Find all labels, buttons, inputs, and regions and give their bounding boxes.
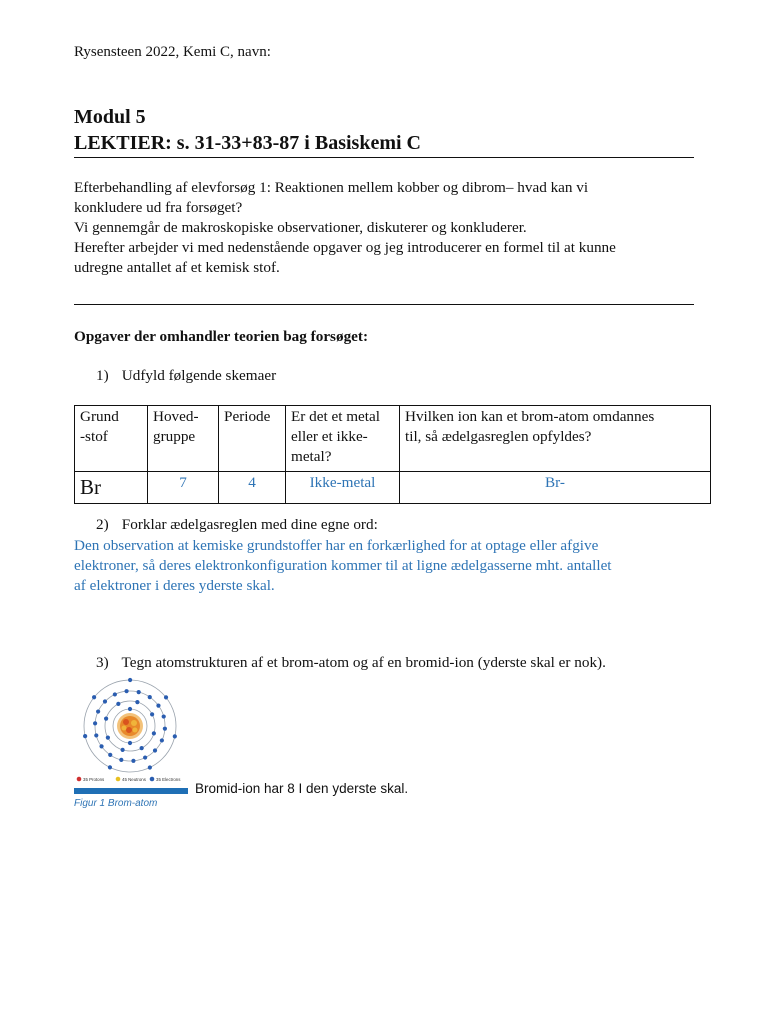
electron [83,734,87,738]
electron [106,736,110,740]
electron [93,721,97,725]
electron [135,700,139,704]
bromine-atom-figure [74,676,188,796]
legend-neutrons: 45 Neutrons [122,777,146,782]
tasks-subheading: Opgaver der omhandler teorien bag forsøget: [74,328,369,345]
electron [163,727,167,731]
table-row [75,472,711,504]
section-divider [74,304,694,305]
cell-ion: Br- [400,472,711,504]
intro-line: Efterbehandling af elevforsøg 1: Reaktionen mellem kobber og dibrom– hvad kan vi [74,179,589,196]
atom-legend [77,777,182,782]
electron [96,709,100,713]
electron [108,765,112,769]
electron [128,741,132,745]
electron [128,678,132,682]
intro-line: konkludere ud fra forsøget? [74,199,243,216]
module-title: Modul 5 [74,106,146,128]
answer-2 [74,536,704,596]
atom-diagram [74,676,188,796]
electron [156,704,160,708]
electron [164,695,168,699]
electron [160,738,164,742]
electron [148,695,152,699]
cell-periode: 4 [219,472,286,504]
electron [119,758,123,762]
electron [113,692,117,696]
electron [162,714,166,718]
electron [137,690,141,694]
electron [92,695,96,699]
intro-line: udregne antallet af et kemisk stof. [74,259,280,276]
bromid-ion-note: Bromid-ion har 8 I den yderste skal. [195,781,409,796]
element-table [74,405,711,504]
question-2 [96,516,378,534]
title-underline [74,157,694,158]
electron [152,731,156,735]
question-text: Tegn atomstrukturen af et brom-atom og af en bromid-ion (yderste skal er nok). [121,654,606,671]
homework-title: LEKTIER: s. 31-33+83-87 i Basiskemi C [74,132,421,154]
header-periode: Periode [219,406,286,472]
figure-footer-bar [74,788,188,794]
header-metal: Er det et metal eller et ikke- metal? [286,406,400,472]
intro-paragraph [74,178,704,278]
answer-line: Den observation at kemiske grundstoffer har en forkærlighed for at optage eller afgive [74,537,599,554]
table-header-row [75,406,711,472]
question-number: 3) [96,654,109,671]
electron [150,712,154,716]
answer-line: af elektroner i deres yderste skal. [74,577,275,594]
header-ion: Hvilken ion kan et brom-atom omdannes til, så ædelgasreglen opfyldes? [400,406,711,472]
cell-grundstof: Br [75,472,148,504]
electron [121,748,125,752]
question-text: Forklar ædelgasreglen med dine egne ord: [121,516,378,533]
answer-line: elektroner, så deres elektronkonfiguration kommer til at ligne ædelgasserne mht. antallet [74,557,612,574]
electron [103,699,107,703]
header-grundstof: Grund -stof [75,406,148,472]
electron [124,689,128,693]
cell-hovedgruppe: 7 [148,472,219,504]
question-number: 1) [96,367,109,384]
electron [108,753,112,757]
cell-metal: Ikke-metal [286,472,400,504]
electron [128,707,132,711]
intro-line: Vi gennemgår de makroskopiske observationer, diskuterer og konkluderer. [74,219,527,236]
electron [173,734,177,738]
question-1 [96,367,276,385]
header-hovedgruppe: Hoved- gruppe [148,406,219,472]
page-title [74,104,421,156]
electron [143,755,147,759]
electron [116,702,120,706]
nucleus [117,713,143,739]
electron [99,744,103,748]
document-header: Rysensteen 2022, Kemi C, navn: [74,44,271,60]
figure-caption: Figur 1 Brom-atom [74,798,158,809]
legend-protons: 35 Protons [83,777,105,782]
electron [131,759,135,763]
legend-electrons: 35 Electrons [156,777,181,782]
question-3 [96,654,606,672]
question-number: 2) [96,516,109,533]
electron [140,746,144,750]
electron [153,748,157,752]
electron [104,717,108,721]
electron [94,733,98,737]
question-text: Udfyld følgende skemaer [121,367,277,384]
intro-line: Herefter arbejder vi med nedenstående opgaver og jeg introducerer en formel til at kunne [74,239,616,256]
electron [148,765,152,769]
